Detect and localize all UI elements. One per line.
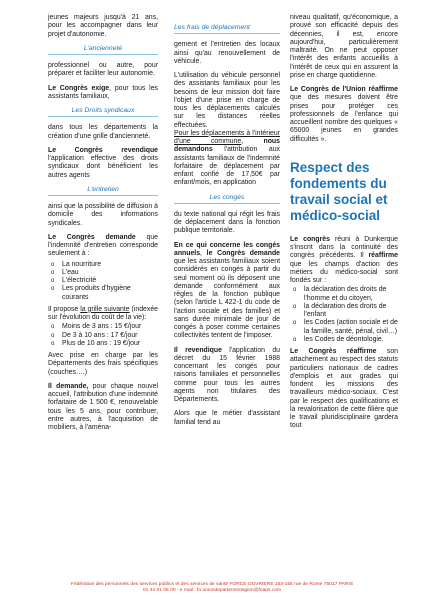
list-item: o Moins de 3 ans : 15 €/jour (60, 323, 158, 331)
list-item: o La nourriture (60, 261, 158, 269)
paragraph: Pour les déplacements à l'intérieur d'une commune, nous demandons l'attribution aux assistants familiaux de l'indemnité forfaitaire de déplacement par enfant confié de 17,50€ par enfant/mois, en application (174, 129, 280, 187)
list-item: o les Codes de déontologie. (302, 336, 398, 344)
paragraph: jeunes majeurs jusqu'à 21 ans, pour les accompagner dans leur projet d'autonomie. (48, 14, 158, 38)
section-heading-anciennete: L'ancienneté (48, 45, 158, 55)
paragraph: Le Congrès revendique l'application effective des droits syndicaux dont bénéficient les autres agents (48, 146, 158, 179)
paragraph: gement et l'entretien des locaux ainsi qu'au renouvellement de véhicule. (174, 41, 280, 65)
list-item: o la déclaration des droits de l'homme et du citoyen, (302, 286, 398, 303)
list-item: o Plus de 10 ans : 19 €/jour (60, 340, 158, 348)
section-heading-conges: Les congés (174, 194, 280, 204)
paragraph: ainsi que la possibilité de diffusion à domicile des informations syndicales. (48, 203, 158, 227)
paragraph: Le congrès réuni à Dunkerque s'inscrit dans la continuité des congrès précédents. Il réaffirme que les champs d'action des métiers du médico-social sont fondés sur : (290, 235, 398, 284)
footer-contact: 01 44 01 06 00 - e mail : fo.uniondepartementsgion@foaps.com (142, 588, 282, 593)
list-item: o Les produits d'hygiène courants (60, 285, 158, 302)
paragraph: Avec prise en charge par les Départements des frais spécifiques (couches….) (48, 352, 158, 376)
paragraph: Le Congrès demande que l'indemnité d'entretien corresponde seulement à : (48, 233, 158, 258)
list-item: o L'électricité (60, 277, 158, 285)
paragraph: niveau qualitatif, qu'économique, a prouvé son efficacité depuis des décennies, il est, encore aujourd'hui, particulièrement maltraité. On ne peut opposer l'intérêt des enfants accueillis à l'intérêt de ceux qui en assurent la prise en charge quotidienne. (290, 14, 398, 79)
list-fondements (290, 286, 398, 344)
list-item: o De 3 à 10 ans : 17 €/jour (60, 332, 158, 340)
paragraph: Alors que le métier d'assistant familial tend au (174, 410, 280, 426)
paragraph: Il propose la grille suivante (indexée sur l'évolution du coût de la vie): (48, 305, 158, 321)
paragraph: Le Congrès exige, pour tous les assistants familiaux, (48, 84, 158, 100)
column-2 (174, 14, 280, 433)
section-heading-droits-syndicaux: Les Droits syndicaux (48, 107, 158, 117)
list-item: o L'eau (60, 269, 158, 277)
list-item: o la déclaration des droits de l'enfant (302, 303, 398, 320)
paragraph: professionnel ou autre, pour préparer et faciliter leur autonomie. (48, 62, 158, 78)
paragraph: dans tous les départements la création d'une grille d'ancienneté. (48, 124, 158, 140)
column-1 (48, 14, 158, 438)
list-entretien (48, 261, 158, 302)
paragraph: Le Congrès de l'Union réaffirme que des mesures doivent être prises pour protéger ces professionnels de l'enfance qui accueillent nombre des quelques « 65000 jeunes en grandes difficultés ». (290, 86, 398, 143)
list-grille (48, 323, 158, 348)
list-item: o les Codes (action sociale et de la famille, santé, pénal, civil…) (302, 319, 398, 336)
paragraph: L'utilisation du véhicule personnel des assistants familiaux pour les besoins de leur mission doit faire l'objet d'une prise en charge de tous les déplacements calculés sur les distances réelles effectuées. (174, 72, 280, 129)
paragraph: Il revendique l'application du décret du 15 février 1988 concernant les congés pour raisons familiales et personnelles comme pour tous les autres agents non titulaires des Départements. (174, 346, 280, 403)
section-heading-entretien: L'entretien (48, 186, 158, 196)
paragraph: Le Congrès réaffirme son attachement au respect des statuts particuliers nationaux de cadres d'emplois et aux grades qui fondent les missions des travailleurs médico-sociaux. C'est par le respect des qualifications et la revalorisation de cette filière que le travail pluridisciplinaire gardera tout (290, 348, 398, 430)
paragraph: Il demande, pour chaque nouvel accueil, l'attribution d'une indemnité forfaitaire de 1 500 €, renouvelable tous les 5 ans, pour contribuer, entre autres, à l'acquisition de mobiliers, à l'aména- (48, 382, 158, 431)
section-heading-frais-deplacement: Les frais de déplacement (174, 24, 280, 34)
column-3 (290, 14, 398, 437)
section-title-respect-fondements: Respect des fondements du travail social et médico-social (290, 159, 388, 223)
footer-address: Fédération des personnels des services publics et des services de santé FORCE OUVRIERE 153-155 rue de Rome 75017 PARIS (70, 582, 354, 587)
paragraph: En ce qui concerne les congés annuels, le Congrès demande que les assistants familiaux soient considérés en congés à partir du seul moment où ils déposent une demande conformément aux règles de la fonction publique (selon l'article L 422-1 du code de l'action sociale et des familles) et sans durée minimale de jour de congés à poser comme certaines collectivités tentent de l'imposer. (174, 241, 280, 340)
paragraph: du texte national qui régit les frais de déplacement dans la fonction publique territoriale. (174, 210, 280, 235)
